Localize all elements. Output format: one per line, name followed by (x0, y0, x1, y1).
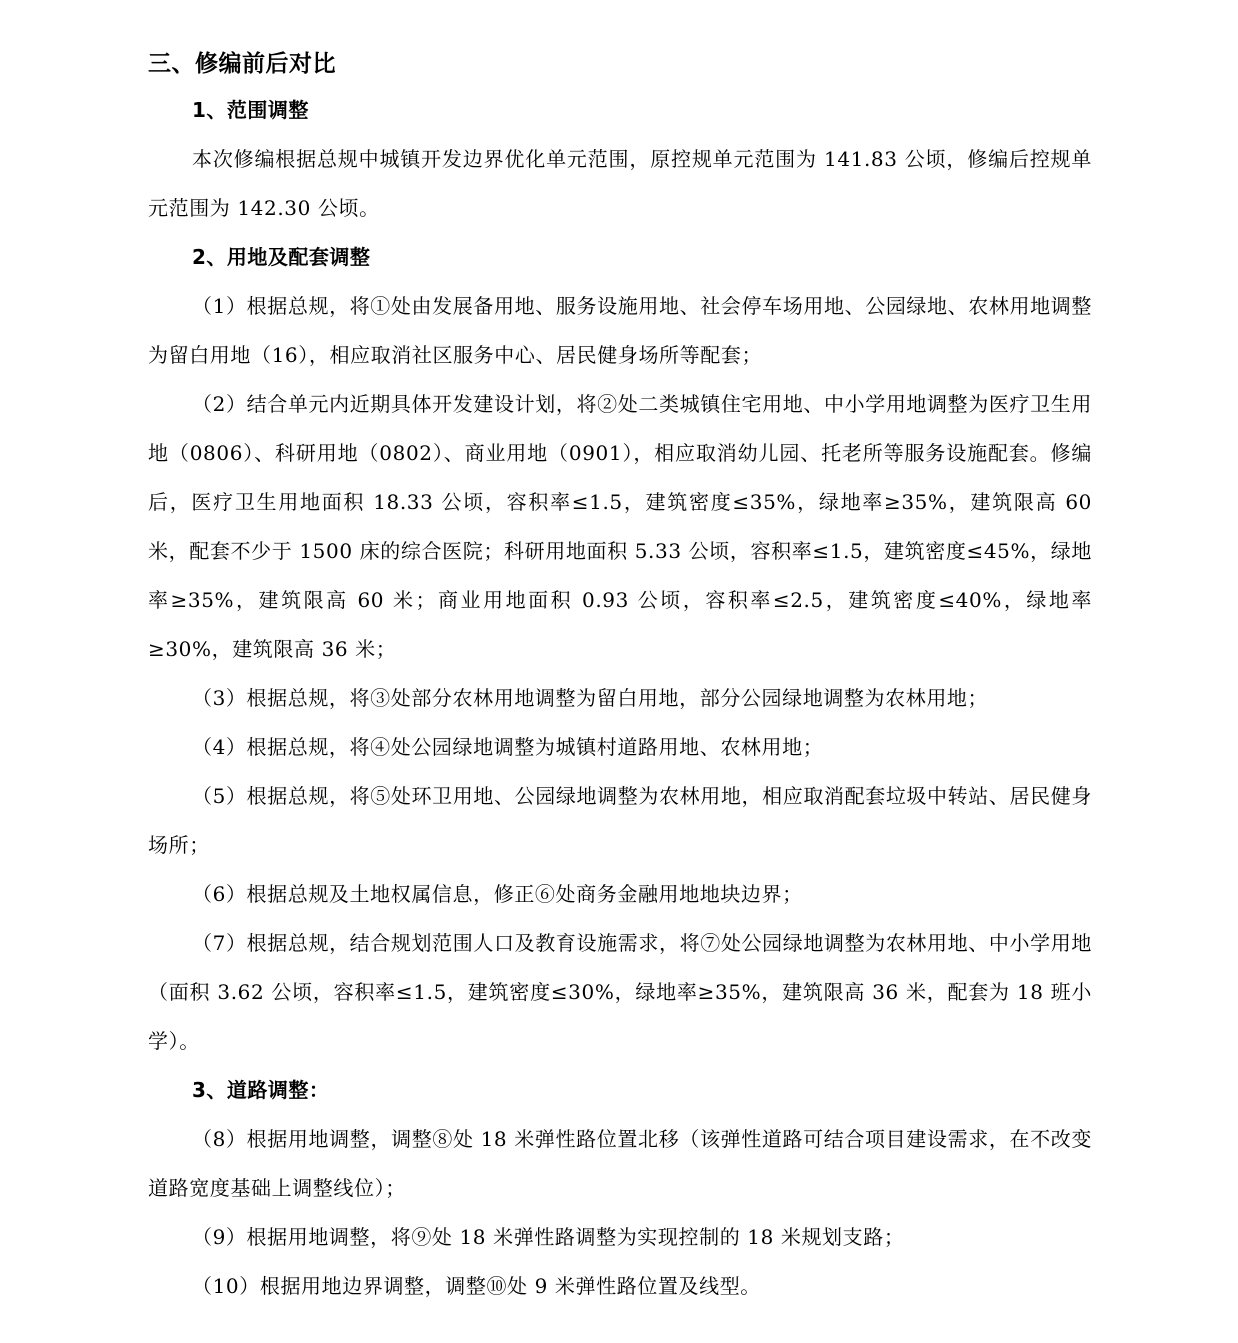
list-item: （2）结合单元内近期具体开发建设计划，将②处二类城镇住宅用地、中小学用地调整为医疗卫生用地（0806）、科研用地（0802）、商业用地（0901），相应取消幼儿园、托老所等服务设施配套。修编后，医疗卫生用地面积 18.33 公顷，容积率≤1.5，建筑密度≤35%，绿地率≥35%，建筑限高 60 米，配套不少于 1500 床的综合医院；科研用地面积 5.33 公顷，容积率≤1.5，建筑密度≤45%，绿地率≥35%，建筑限高 60 米；商业用地面积 0.93 公顷，容积率≤2.5，建筑密度≤40%，绿地率≥30%，建筑限高 36 米； (148, 392, 1092, 661)
list-item: （6）根据总规及土地权属信息，修正⑥处商务金融用地地块边界； (192, 882, 803, 906)
list-item: （10）根据用地边界调整，调整⑩处 9 米弹性路位置及线型。 (192, 1274, 761, 1298)
subsection-title-scope: 1、范围调整 (192, 98, 309, 122)
section-title: 三、修编前后对比 (148, 51, 336, 77)
document-page (148, 42, 1092, 1311)
list-item: （9）根据用地调整，将⑨处 18 米弹性路调整为实现控制的 18 米规划支路； (192, 1225, 905, 1249)
subsection-title-roads: 3、道路调整： (192, 1078, 330, 1102)
list-item: （8）根据用地调整，调整⑧处 18 米弹性路位置北移（该弹性道路可结合项目建设需求，在不改变道路宽度基础上调整线位）； (148, 1127, 1092, 1200)
list-item: （3）根据总规，将③处部分农林用地调整为留白用地，部分公园绿地调整为农林用地； (192, 686, 989, 710)
list-item: （1）根据总规，将①处由发展备用地、服务设施用地、社会停车场用地、公园绿地、农林用地调整为留白用地（16），相应取消社区服务中心、居民健身场所等配套； (148, 294, 1092, 367)
subsection-title-landuse: 2、用地及配套调整 (192, 245, 371, 269)
list-item: （5）根据总规，将⑤处环卫用地、公园绿地调整为农林用地，相应取消配套垃圾中转站、居民健身场所； (148, 784, 1092, 857)
list-item: （4）根据总规，将④处公园绿地调整为城镇村道路用地、农林用地； (192, 735, 824, 759)
paragraph-scope: 本次修编根据总规中城镇开发边界优化单元范围，原控规单元范围为 141.83 公顷，修编后控规单元范围为 142.30 公顷。 (148, 147, 1092, 220)
list-item: （7）根据总规，结合规划范围人口及教育设施需求，将⑦处公园绿地调整为农林用地、中小学用地（面积 3.62 公顷，容积率≤1.5，建筑密度≤30%，绿地率≥35%，建筑限高 36 米，配套为 18 班小学）。 (148, 931, 1092, 1053)
